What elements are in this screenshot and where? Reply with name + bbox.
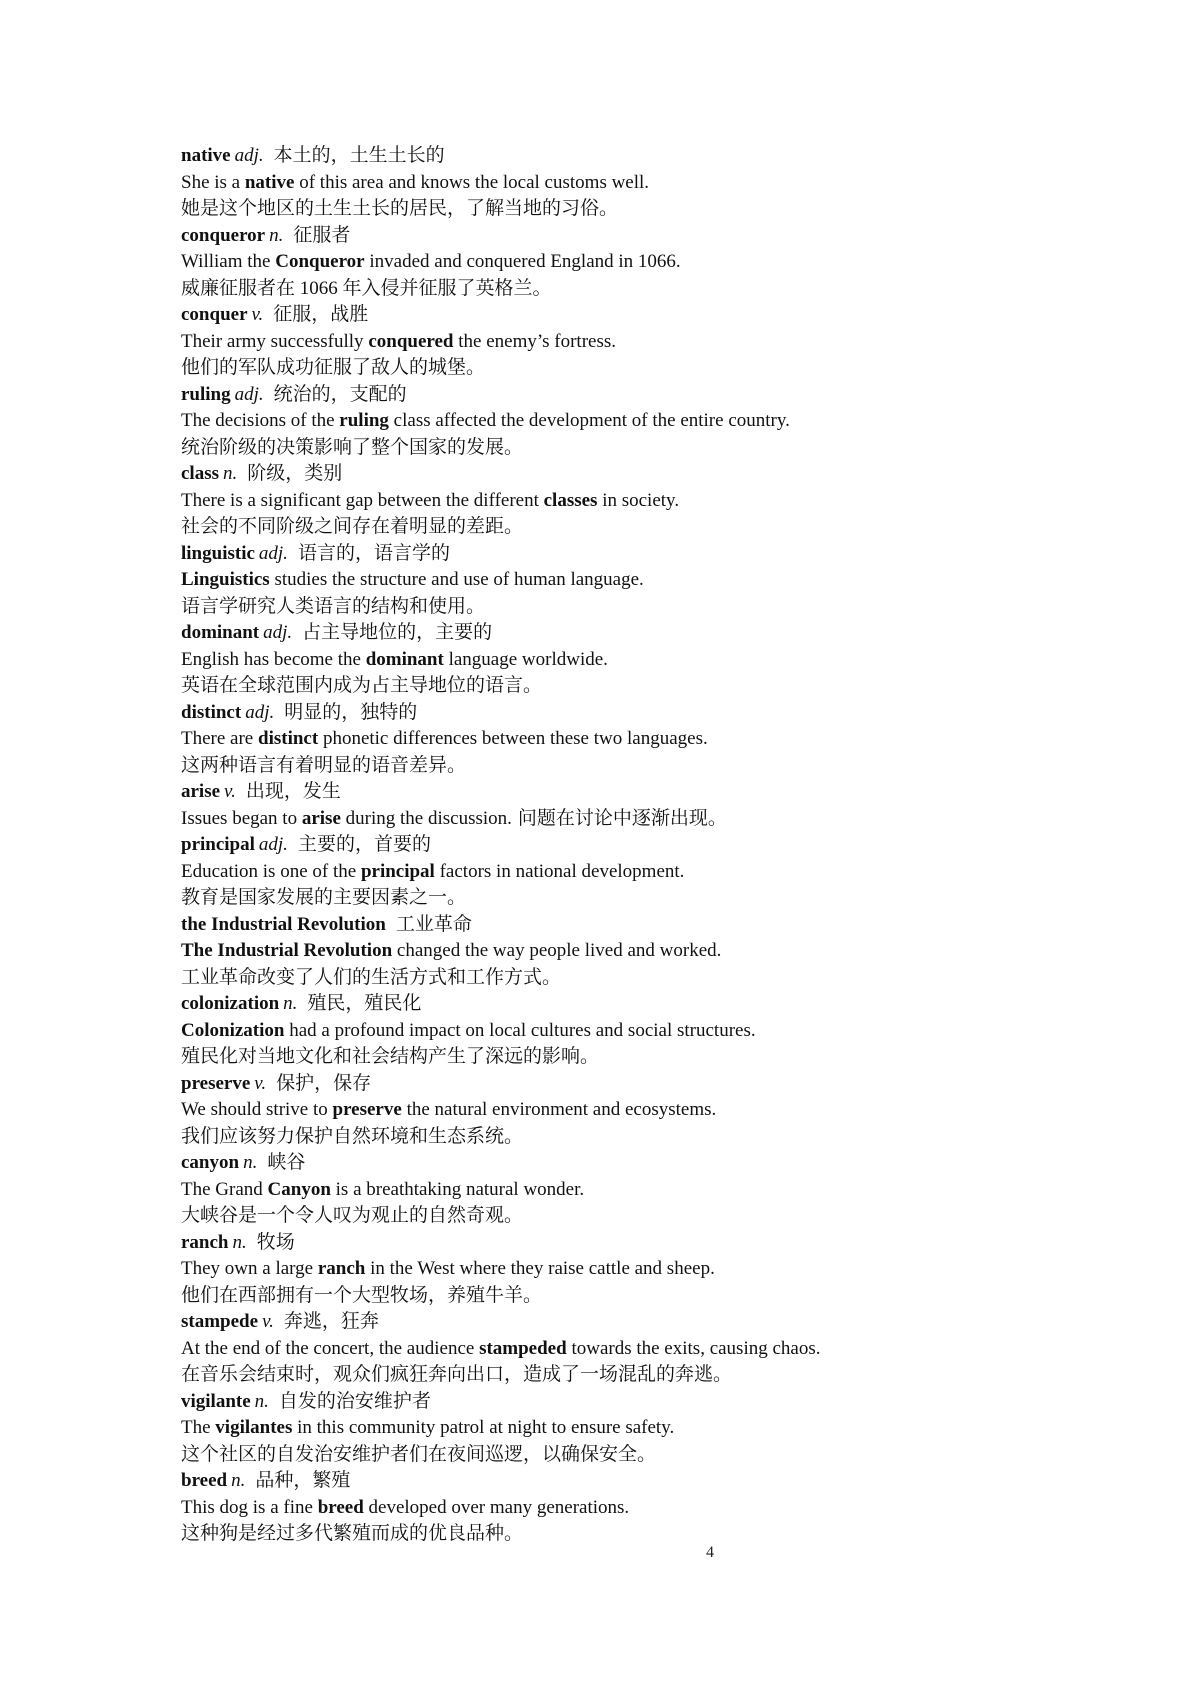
definition: 明显的，独特的 [284,701,418,723]
example-keyword: ruling [339,410,389,431]
translation-line [181,435,1121,462]
translation-line [181,355,1121,382]
example-text: English has become the [181,648,366,670]
example-keyword: principal [360,860,435,882]
chinese-translation: 英语在全球范围内成为占主导地位的语言。 [181,675,543,696]
part-of-speech: adj. [234,383,264,405]
headword: breed [181,1470,228,1491]
definition: 占主导地位的，主要的 [302,622,493,643]
chinese-translation: 问题在讨论中逐渐出现。 [517,807,727,829]
definition: 工业革命 [395,913,472,935]
example-sentence [181,1097,1121,1124]
translation-line [181,196,1121,223]
entry-headword-line [181,620,1121,647]
entry-headword-line [181,461,1121,488]
definition: 主要的，首要的 [297,834,431,855]
example-text: of this area and knows the local customs well. [294,171,650,193]
example-text: At the end of the concert, the audience [181,1337,480,1359]
translation-line [181,753,1121,780]
headword: dominant [181,622,260,643]
translation-line [181,1442,1121,1469]
example-sentence [181,647,1121,674]
translation-line [181,1203,1121,1230]
example-keyword: dominant [365,648,444,670]
headword: ranch [181,1231,229,1253]
translation-line [181,1362,1121,1389]
example-text: She is a [181,171,245,193]
example-keyword: distinct [258,728,319,749]
chinese-translation: 社会的不同阶级之间存在着明显的差距。 [181,516,524,537]
definition: 峡谷 [267,1152,306,1173]
definition: 征服，战胜 [273,304,369,325]
example-keyword: breed [317,1496,364,1518]
part-of-speech: adj. [263,622,293,643]
headword: conqueror [181,224,266,246]
entry-headword-line [181,700,1121,727]
example-sentence [181,1256,1121,1283]
example-text: studies the structure and use of human language. [269,569,644,590]
entry-headword-line [181,991,1121,1018]
chinese-translation: 殖民化对当地文化和社会结构产生了深远的影响。 [181,1046,600,1067]
definition: 奔逃，狂奔 [283,1311,379,1332]
part-of-speech: adj. [234,145,264,166]
definition: 保护，保存 [276,1072,372,1094]
example-text: the enemy’s fortress. [453,330,616,352]
part-of-speech: v. [251,304,264,325]
example-keyword: Canyon [267,1178,331,1200]
example-sentence [181,1018,1121,1045]
chinese-translation: 统治阶级的决策影响了整个国家的发展。 [181,436,524,458]
example-text: The [181,1417,216,1438]
example-text: had a profound impact on local cultures and social structures. [284,1019,756,1041]
example-text: The decisions of the [181,410,340,431]
example-text: towards the exits, causing chaos. [566,1337,821,1359]
example-sentence [181,938,1121,965]
example-sentence [181,1415,1121,1442]
headword: arise [181,781,221,802]
part-of-speech: n. [231,1470,246,1491]
example-keyword: Linguistics [181,569,270,590]
part-of-speech: n. [223,463,238,484]
example-text: changed the way people lived and worked. [392,940,722,961]
chinese-translation: 他们的军队成功征服了敌人的城堡。 [181,357,486,378]
example-text: in the West where they raise cattle and sheep. [365,1258,715,1279]
chinese-translation: 她是这个地区的土生土长的居民，了解当地的习俗。 [181,198,619,219]
example-text: developed over many generations. [363,1496,630,1518]
example-text: invaded and conquered England in 1066. [364,251,681,272]
chinese-translation: 大峡谷是一个令人叹为观止的自然奇观。 [181,1205,524,1226]
example-keyword: classes [543,489,598,511]
example-keyword: vigilantes [215,1417,293,1438]
definition: 本土的，土生土长的 [273,145,445,166]
headword: principal [181,834,255,855]
headword: vigilante [181,1390,251,1412]
part-of-speech: v. [224,781,236,802]
example-keyword: stampeded [479,1337,567,1359]
entry-headword-line [181,1389,1121,1416]
example-sentence [181,170,1121,197]
example-text: language worldwide. [443,648,608,670]
example-keyword: arise [301,807,341,829]
example-text: class affected the development of the entire country. [388,410,790,431]
definition: 品种，繁殖 [255,1470,351,1491]
chinese-translation: 工业革命改变了人们的生活方式和工作方式。 [181,966,562,988]
definition: 统治的，支配的 [273,383,407,405]
example-keyword: ranch [317,1258,366,1279]
translation-line [181,514,1121,541]
entry-headword-line [181,302,1121,329]
example-keyword: Conqueror [275,251,365,272]
definition: 出现，发生 [245,781,341,802]
part-of-speech: n. [243,1152,258,1173]
example-text: They own a large [181,1258,318,1279]
example-sentence [181,1495,1121,1522]
chinese-translation: 语言学研究人类语言的结构和使用。 [181,595,486,617]
entry-headword-line [181,143,1121,170]
translation-line [181,1521,1121,1548]
definition: 自发的治安维护者 [278,1390,431,1412]
example-text: Their army successfully [181,330,369,352]
example-text: Education is one of the [181,860,361,882]
example-sentence [181,806,1121,833]
headword: canyon [181,1152,240,1173]
example-sentence [181,1336,1121,1363]
example-text: We should strive to [181,1099,333,1120]
chinese-translation: 我们应该努力保护自然环境和生态系统。 [181,1125,524,1147]
example-keyword: conquered [368,330,454,352]
headword: preserve [181,1072,251,1094]
example-sentence [181,859,1121,886]
headword: linguistic [181,542,255,564]
example-text: factors in national development. [434,860,685,882]
part-of-speech: n. [254,1390,269,1412]
part-of-speech: n. [269,224,284,246]
example-text: There are [181,728,258,749]
entry-headword-line [181,832,1121,859]
example-sentence [181,567,1121,594]
translation-line [181,1044,1121,1071]
headword: colonization [181,993,280,1014]
example-text: This dog is a fine [181,1496,318,1518]
translation-line [181,1124,1121,1151]
example-text: William the [181,251,276,272]
headword: conquer [181,304,248,325]
part-of-speech: n. [232,1231,247,1253]
example-keyword: The Industrial Revolution [181,940,393,961]
example-keyword: preserve [332,1099,402,1120]
vocabulary-list [181,143,1121,1548]
example-text: the natural environment and ecosystems. [401,1099,717,1120]
example-keyword: Colonization [181,1019,285,1041]
example-sentence [181,329,1121,356]
example-sentence [181,249,1121,276]
example-text: during the discussion. [340,807,512,829]
definition: 牧场 [256,1231,295,1253]
translation-line [181,276,1121,303]
entry-headword-line [181,779,1121,806]
part-of-speech: v. [254,1072,267,1094]
headword: distinct [181,701,242,723]
example-sentence [181,1177,1121,1204]
entry-headword-line [181,912,1121,939]
definition: 殖民，殖民化 [307,993,422,1014]
headword: stampede [181,1311,259,1332]
headword: the Industrial Revolution [181,913,386,935]
translation-line [181,965,1121,992]
entry-headword-line [181,223,1121,250]
definition: 征服者 [293,224,351,246]
entry-headword-line [181,1309,1121,1336]
entry-headword-line [181,1071,1121,1098]
example-text: There is a significant gap between the different [181,489,544,511]
page-number: 4 [706,1544,714,1561]
chinese-translation: 他们在西部拥有一个大型牧场，养殖牛羊。 [181,1284,543,1306]
definition: 阶级，类别 [247,463,343,484]
entry-headword-line [181,1468,1121,1495]
headword: ruling [181,383,231,405]
chinese-translation: 这两种语言有着明显的语音差异。 [181,754,467,776]
part-of-speech: v. [262,1311,274,1332]
example-text: in this community patrol at night to ensure safety. [292,1417,675,1438]
part-of-speech: adj. [258,834,288,855]
part-of-speech: adj. [245,701,275,723]
translation-line [181,885,1121,912]
headword: class [181,463,219,484]
definition: 语言的，语言学的 [297,542,450,564]
entry-headword-line [181,1230,1121,1257]
part-of-speech: adj. [258,542,288,564]
example-text: Issues began to [181,807,302,829]
example-text: The Grand [181,1178,268,1200]
entry-headword-line [181,541,1121,568]
example-text: in society. [597,489,680,511]
chinese-translation: 威廉征服者在 1066 年入侵并征服了英格兰。 [181,277,552,299]
example-sentence [181,726,1121,753]
chinese-translation: 这种狗是经过多代繁殖而成的优良品种。 [181,1523,524,1544]
entry-headword-line [181,382,1121,409]
chinese-translation: 教育是国家发展的主要因素之一。 [181,887,467,908]
part-of-speech: n. [283,993,298,1014]
translation-line [181,673,1121,700]
example-text: phonetic differences between these two languages. [318,728,708,749]
chinese-translation: 在音乐会结束时，观众们疯狂奔向出口，造成了一场混乱的奔逃。 [181,1364,733,1385]
example-text: is a breathtaking natural wonder. [330,1178,585,1200]
example-sentence [181,488,1121,515]
example-keyword: native [244,171,295,193]
entry-headword-line [181,1150,1121,1177]
translation-line [181,1283,1121,1310]
chinese-translation: 这个社区的自发治安维护者们在夜间巡逻，以确保安全。 [181,1443,657,1465]
headword: native [181,145,231,166]
translation-line [181,594,1121,621]
example-sentence [181,408,1121,435]
